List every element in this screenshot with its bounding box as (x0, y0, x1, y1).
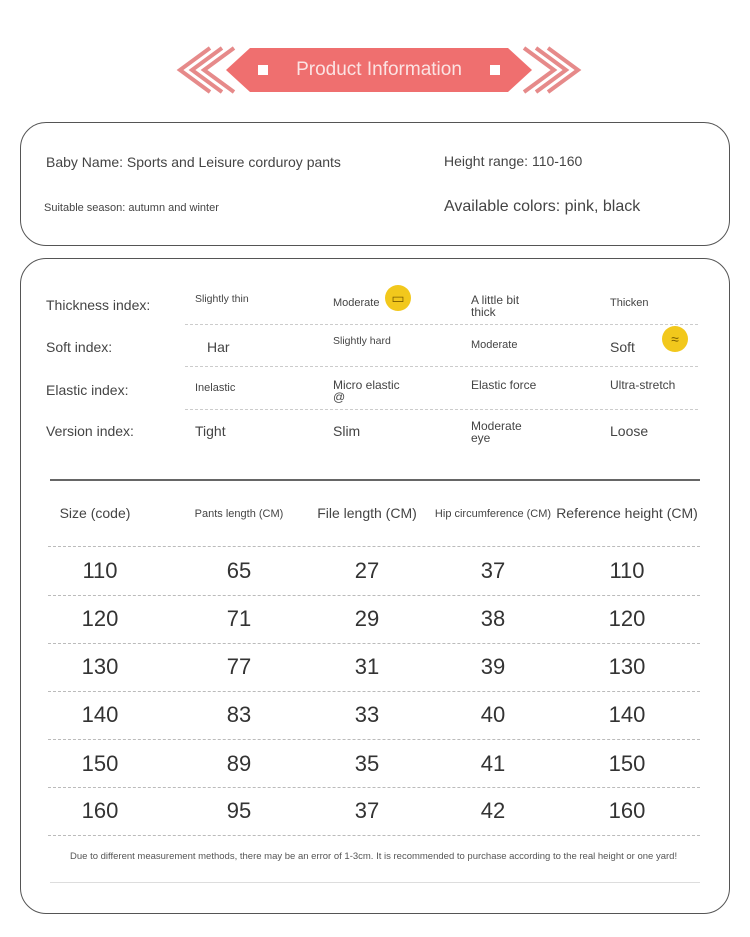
table-cell: 83 (226, 702, 252, 727)
ruler-icon: ▭ (385, 285, 411, 311)
index-option: Inelastic (195, 382, 236, 394)
index-option: Moderate eye (471, 419, 522, 445)
table-cell: 33 (354, 702, 380, 727)
row-divider (48, 691, 700, 692)
table-cell: 89 (226, 751, 252, 776)
table-cell: 160 (81, 798, 119, 823)
index-option: A little bit thick (471, 293, 520, 319)
table-cell: 140 (81, 702, 119, 727)
index-label: Elastic index: (46, 382, 129, 398)
wave-icon: ≈ (662, 326, 688, 352)
index-label: Version index: (46, 423, 134, 439)
row-divider (48, 546, 700, 547)
dashed-divider (185, 409, 698, 410)
table-cell: 160 (608, 798, 646, 823)
index-option: Har (207, 339, 230, 355)
table-cell: 31 (354, 654, 380, 679)
index-option: Tight (195, 423, 226, 439)
table-cell: 110 (609, 558, 645, 583)
table-cell: 140 (608, 702, 646, 727)
table-cell: 37 (354, 798, 380, 823)
index-option: Moderate (333, 297, 380, 309)
basic-info-card (20, 122, 730, 246)
table-cell: 40 (480, 702, 506, 727)
banner-title: Product Information (296, 59, 462, 80)
table-cell: 27 (354, 558, 380, 583)
table-cell: 77 (226, 654, 252, 679)
table-cell: 150 (608, 751, 646, 776)
index-option: Elastic force (471, 378, 537, 392)
index-option: Soft (610, 339, 635, 355)
table-cell: 71 (226, 606, 252, 631)
table-cell: 130 (608, 654, 646, 679)
table-cell: 39 (480, 654, 506, 679)
index-option: Slightly thin (195, 293, 249, 305)
dashed-divider (185, 366, 698, 367)
table-cell: 41 (480, 751, 506, 776)
row-divider (48, 595, 700, 596)
table-cell: 42 (480, 798, 506, 823)
divider (50, 479, 700, 481)
table-cell: 37 (480, 558, 506, 583)
table-cell: 38 (480, 606, 506, 631)
row-divider (48, 643, 700, 644)
index-option: Micro elastic @ (333, 378, 400, 404)
index-option: Slightly hard (333, 335, 391, 347)
column-header: Hip circumference (CM) (434, 508, 552, 520)
dashed-divider (185, 324, 698, 325)
height-range: Height range: 110-160 (444, 153, 583, 169)
column-header: Reference height (CM) (556, 505, 698, 521)
index-option: Slim (333, 423, 361, 439)
table-cell: 130 (81, 654, 119, 679)
index-option: Thicken (610, 297, 649, 309)
index-option: Ultra-stretch (610, 378, 676, 392)
index-option: Moderate (471, 339, 518, 351)
table-cell: 120 (81, 606, 119, 631)
row-divider (48, 835, 700, 836)
row-divider (48, 787, 700, 788)
suitable-season: Suitable season: autumn and winter (44, 202, 219, 214)
row-divider (48, 739, 700, 740)
measurement-note: Due to different measurement methods, there may be an error of 1-3cm. It is recommended to purchase according to the real height or one yard! (70, 851, 678, 862)
index-label: Thickness index: (46, 297, 151, 313)
table-cell: 35 (354, 751, 380, 776)
index-option: Loose (610, 423, 649, 439)
table-cell: 29 (354, 606, 380, 631)
baby-name: Baby Name: Sports and Leisure corduroy pants (46, 154, 341, 170)
divider (50, 882, 700, 883)
column-header: Pants length (CM) (194, 508, 284, 520)
index-label: Soft index: (46, 339, 113, 355)
table-cell: 65 (226, 558, 252, 583)
table-cell: 150 (81, 751, 119, 776)
table-cell: 95 (226, 798, 252, 823)
available-colors: Available colors: pink, black (444, 198, 641, 215)
column-header: Size (code) (59, 505, 131, 521)
table-cell: 110 (82, 558, 118, 583)
table-cell: 120 (608, 606, 646, 631)
column-header: File length (CM) (317, 505, 417, 521)
